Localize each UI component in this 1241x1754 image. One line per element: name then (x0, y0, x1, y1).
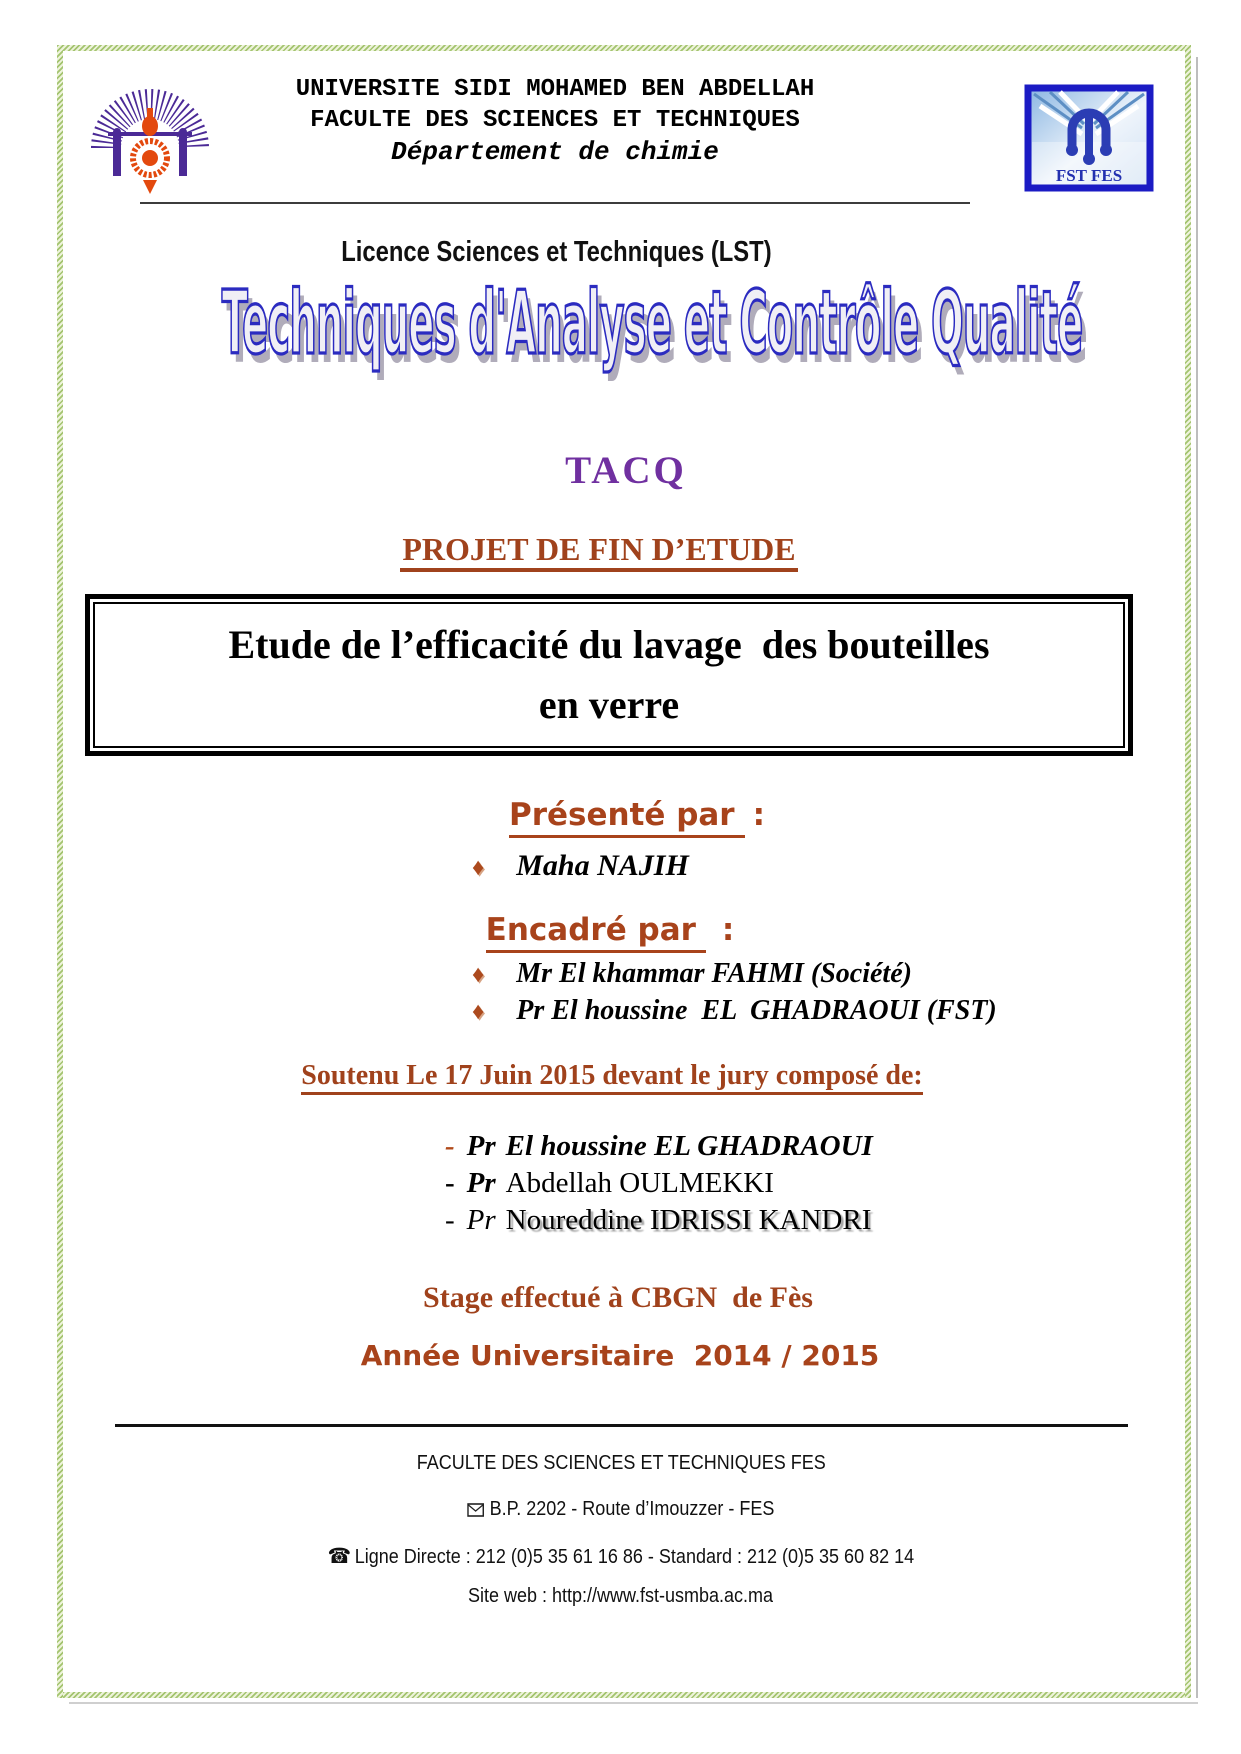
jury-list (445, 1128, 873, 1239)
jury-member-row (445, 1165, 873, 1202)
footer-website (121, 1585, 1121, 1608)
acronym: TACQ (565, 449, 687, 492)
jury-member-name: Noureddine IDRISSI KANDRI (505, 1204, 872, 1236)
jury-title: Pr (466, 1130, 496, 1162)
wordart-banner (0, 272, 1100, 374)
jury-member-row (445, 1202, 873, 1239)
supervisor-item (472, 958, 912, 990)
mail-icon (467, 1500, 484, 1523)
presented-by-label: Présenté par (509, 797, 745, 838)
fst-fes-logo-icon (1024, 84, 1154, 192)
jury-title: Pr (466, 1167, 496, 1199)
page-border-right (1185, 45, 1191, 1698)
presented-by-colon: : (752, 797, 766, 833)
internship-line: Stage effectué à CBGN de Fès (423, 1281, 813, 1314)
footer-org (121, 1452, 1121, 1475)
defense-heading-text: Soutenu Le 17 Juin 2015 devant le jury composé de: (301, 1060, 922, 1095)
academic-year: Année Universitaire 2014 / 2015 (360, 1339, 880, 1372)
faculty-name: FACULTE DES SCIENCES ET TECHNIQUES (310, 107, 800, 134)
department-name: Département de chimie (391, 137, 719, 167)
supervised-by-heading (110, 912, 1110, 948)
presented-by-heading (137, 797, 1137, 833)
student-name: Maha NAJIH (516, 849, 689, 882)
footer-address (121, 1498, 1121, 1523)
presented-by-item (472, 849, 689, 883)
report-type (99, 531, 1099, 568)
university-emblem-icon (84, 72, 216, 198)
thesis-title-box-inner (93, 602, 1125, 748)
phone-icon: ☎ (327, 1544, 352, 1568)
fst-logo-caption: FST FES (1055, 166, 1123, 185)
program-title-text: Licence Sciences et Techniques (LST) (340, 236, 772, 268)
jury-dash: - (445, 1204, 455, 1236)
supervised-by-colon: : (721, 912, 735, 948)
jury-member-name: Abdellah OULMEKKI (505, 1167, 774, 1199)
diamond-bullet-icon: ♦ (472, 855, 485, 881)
jury-member-name: El houssine EL GHADRAOUI (505, 1130, 873, 1162)
footer-website-text: Site web : http://www.fst-usmba.ac.ma (468, 1585, 774, 1607)
footer-phones-text: Ligne Directe : 212 (0)5 35 61 16 86 - Standard : 212 (0)5 35 60 82 14 (354, 1546, 915, 1568)
supervisor-name-fst: Pr El houssine EL GHADRAOUI (FST) (516, 995, 997, 1026)
jury-dash: - (445, 1167, 455, 1199)
footer-divider (115, 1424, 1128, 1427)
diamond-bullet-icon: ♦ (472, 999, 485, 1025)
fst-fes-emblem-icon (1024, 84, 1154, 192)
jury-dash: - (445, 1130, 455, 1162)
thesis-title-box (85, 594, 1133, 756)
defense-heading (112, 1060, 1112, 1092)
page-border-bottom (57, 1692, 1191, 1698)
thesis-title-line2: en verre (538, 682, 680, 727)
jury-member-row (445, 1128, 873, 1165)
university-name: UNIVERSITE SIDI MOHAMED BEN ABDELLAH (295, 76, 815, 103)
footer-org-text: FACULTE DES SCIENCES ET TECHNIQUES FES (416, 1452, 826, 1474)
diamond-bullet-icon: ♦ (472, 962, 485, 988)
wordart-title-text: Techniques d'Analyse et Contrôle Qualité (221, 272, 1083, 374)
footer-phones-wrap (328, 1544, 915, 1569)
page-border-top (57, 45, 1191, 51)
header-divider (140, 202, 970, 204)
page-border-shadow-right (1196, 57, 1198, 1698)
footer-address-text: B.P. 2202 - Route d’Imouzzer - FES (489, 1498, 775, 1520)
supervisor-item (472, 995, 997, 1027)
jury-title: Pr (466, 1204, 496, 1236)
supervised-by-label: Encadré par (486, 912, 706, 953)
footer-phones (121, 1544, 1121, 1569)
thesis-title-line1: Etude de l’efficacité du lavage des bouteilles (228, 622, 990, 667)
program-title (56, 236, 1056, 269)
supervisor-name-company: Mr El khammar FAHMI (Société) (516, 958, 912, 989)
report-type-text: PROJET DE FIN D’ETUDE (400, 531, 797, 572)
university-logo-icon (84, 72, 216, 198)
header-text-block (230, 74, 880, 169)
page-border-shadow-bottom (69, 1702, 1198, 1704)
footer-address-wrap (467, 1498, 774, 1523)
